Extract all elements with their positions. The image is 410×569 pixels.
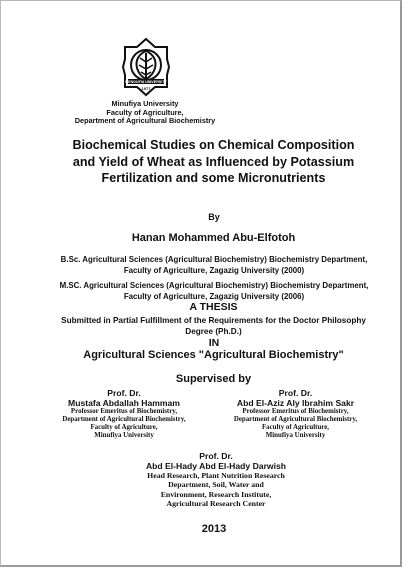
university-name: Minufiya University [111, 99, 179, 108]
degree-field: Agricultural Sciences "Agricultural Biochemistry" [83, 349, 344, 361]
submission-statement: Submitted in Partial Fulfillment of the Requirements for the Doctor Philosophy Degree (Ph.D.) [61, 316, 366, 336]
supervisor-affiliation-line: Professor Emeritus of Biochemistry, [242, 408, 349, 415]
supervisor-name: Mustafa Abdallah Hammam [68, 398, 180, 408]
supervisor-affiliation-line: Department of Agricultural Biochemistry, [233, 415, 358, 423]
thesis-label: A THESIS [189, 301, 238, 313]
author-name: Hanan Mohammed Abu-Elfotoh [131, 232, 296, 244]
supervisor-affiliation-line: Minufiya University [265, 431, 326, 439]
supervisor-1 [49, 388, 199, 440]
supervised-by-label: Supervised by [175, 373, 252, 385]
seal-text: MENOUFIA UNIVERSITY [125, 80, 167, 84]
supervisor-2 [213, 388, 378, 440]
supervisor-3 [111, 451, 321, 509]
seal-year: 1977 [141, 86, 151, 91]
bsc-degree: B.Sc. Agricultural Sciences (Agricultural Biochemistry) Biochemistry Department, Faculty of Agriculture, Zagazig University (2000) [60, 255, 368, 275]
by-label: By [208, 212, 220, 222]
supervisor-affiliation-line: Head Research, Plant Nutrition Research [147, 471, 285, 480]
faculty-name: Faculty of Agriculture, [106, 107, 184, 117]
department-name: Department of Agricultural Biochemistry [74, 116, 216, 126]
supervisor-affiliation-line: Environment, Research Institute, [160, 489, 272, 499]
supervisor-affiliation-line: Faculty of Agriculture, [90, 423, 158, 431]
in-label: IN [208, 337, 220, 349]
msc-degree: M.SC. Agricultural Sciences (Agricultural Biochemistry) Biochemistry Department, Faculty of Agriculture, Zagazig University (2006) [59, 281, 369, 301]
university-header [65, 100, 225, 126]
supervisor-affiliation-line: Faculty of Agriculture, [261, 423, 330, 431]
university-seal-icon [122, 37, 170, 99]
supervisor-title: Prof. Dr. [199, 451, 233, 461]
supervisor-title: Prof. Dr. [278, 388, 313, 398]
supervisor-name: Abd El-Hady Abd El-Hady Darwish [145, 461, 287, 471]
supervisor-affiliation-line: Minufiya University [94, 431, 154, 439]
supervisor-affiliation-line: Agricultural Research Center [166, 499, 266, 509]
supervisor-title: Prof. Dr. [107, 388, 141, 398]
supervisor-affiliation-line: Department, Soil, Water and [168, 480, 264, 490]
supervisor-affiliation-line: Department of Agricultural Biochemistry, [62, 415, 186, 423]
thesis-title: Biochemical Studies on Chemical Composition and Yield of Wheat as Influenced by Potassium Fertilization and some Micronutrients [72, 138, 355, 186]
thesis-year: 2013 [201, 523, 227, 535]
supervisor-affiliation-line: Professor Emeritus of Biochemistry, [70, 408, 178, 415]
supervisor-name: Abd El-Aziz Aly Ibrahim Sakr [236, 398, 355, 408]
